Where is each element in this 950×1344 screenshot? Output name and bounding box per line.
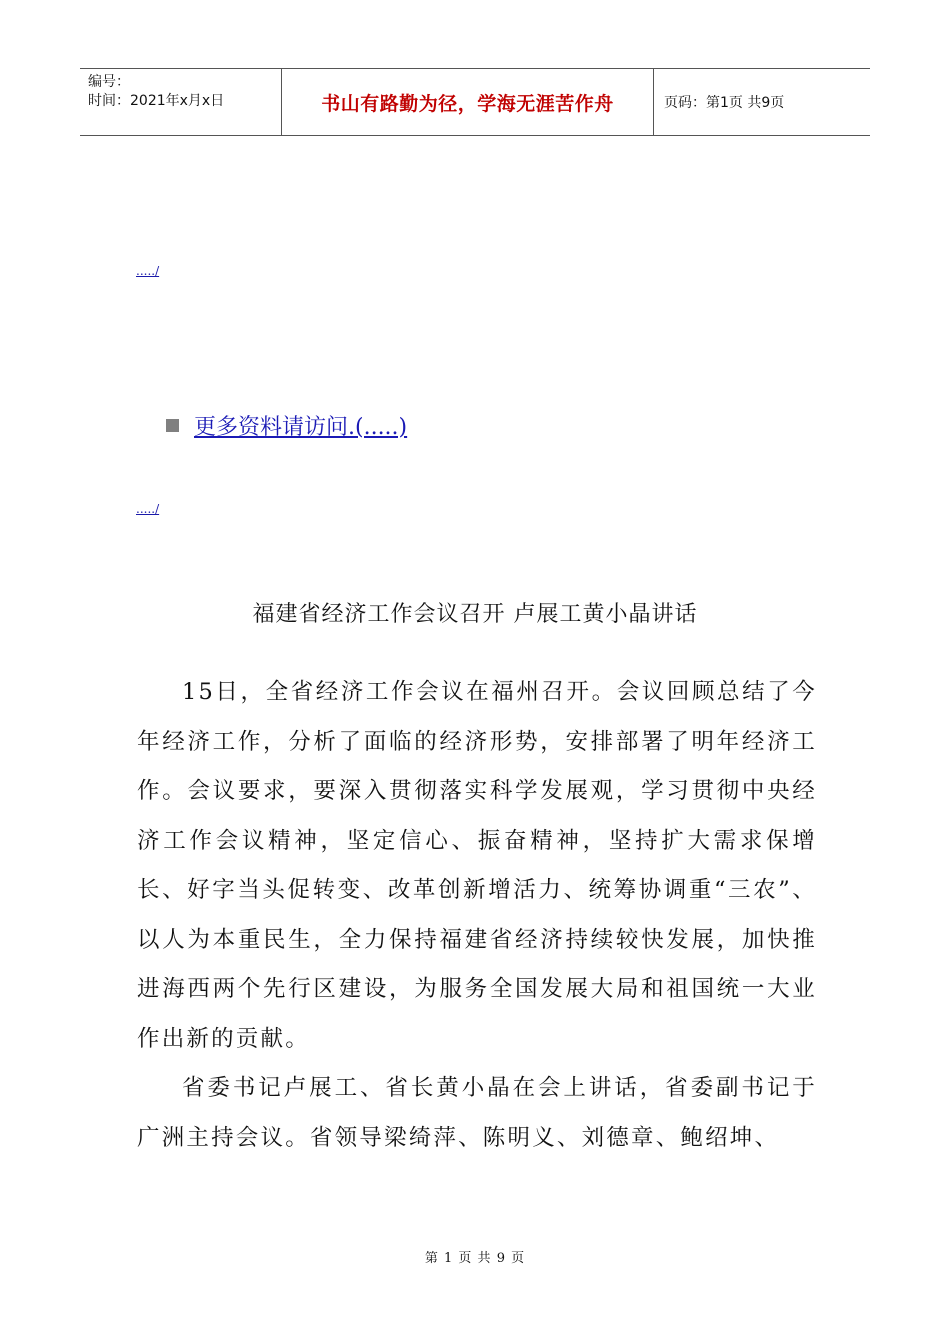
header-meta: [80, 69, 282, 135]
number-label: 编号：: [88, 74, 130, 90]
article-body: [137, 668, 817, 1163]
paragraph-2: 省委书记卢展工、省长黄小晶在会上讲话，省委副书记于广洲主持会议。省领导梁绮萍、陈明义、刘德章、鲍绍坤、: [137, 1075, 817, 1151]
more-info-link[interactable]: 更多资料请访问.(.....): [194, 415, 408, 440]
second-link[interactable]: ...../: [136, 502, 160, 516]
square-bullet-icon: [166, 419, 179, 432]
header-page-info: 页码：第1页 共9页: [664, 95, 785, 111]
top-link[interactable]: ...../: [136, 264, 160, 278]
paragraph-1: 15日，全省经济工作会议在福州召开。会议回顾总结了今年经济工作，分析了面临的经济形势，安排部署了明年经济工作。会议要求，要深入贯彻落实科学发展观，学习贯彻中央经济工作会议精神，坚定信心、振奋精神，坚持扩大需求保增长、好字当头促转变、改革创新增活力、统筹协调重“三农”、以人为本重民生，全力保持福建省经济持续较快发展，加快推进海西两个先行区建设，为服务全国发展大局和祖国统一大业作出新的贡献。: [137, 679, 817, 1052]
page-footer: 第 1 页 共 9 页: [424, 1251, 526, 1266]
header-motto: 书山有路勤为径，学海无涯苦作舟: [282, 69, 654, 135]
document-header: [80, 68, 870, 136]
more-info-item: [166, 410, 407, 441]
time-label: 时间：2021年x月x日: [88, 93, 225, 109]
article-title: 福建省经济工作会议召开 卢展工黄小晶讲话: [252, 602, 698, 627]
